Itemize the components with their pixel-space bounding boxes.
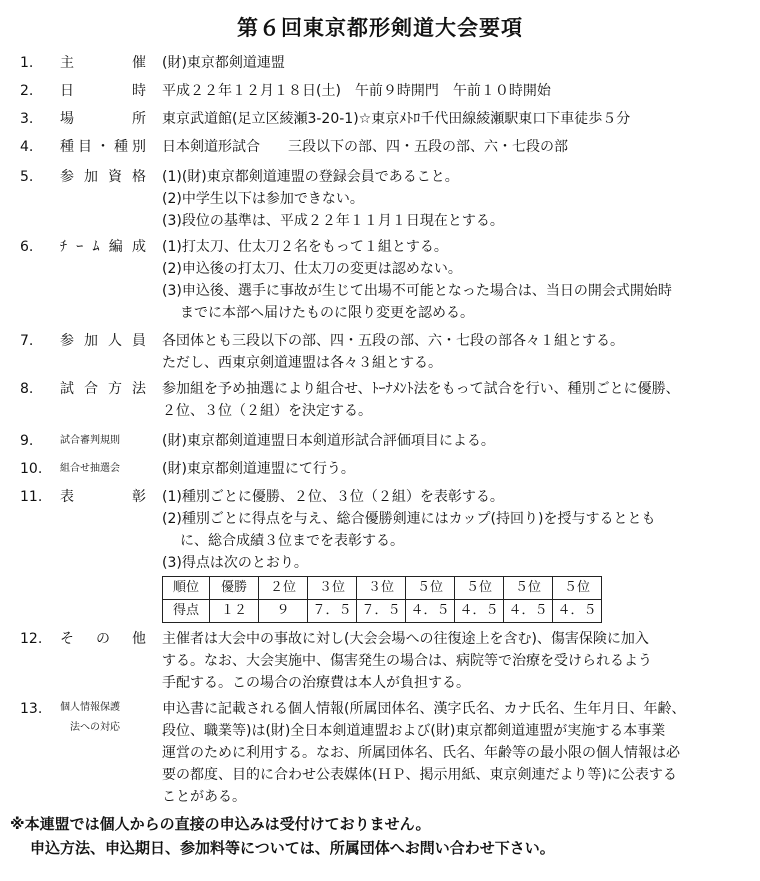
section-label: 種目・種別 xyxy=(60,139,146,155)
section-label: 試合方法 xyxy=(60,381,146,397)
section-number: 11. xyxy=(20,489,43,505)
section-label-line: 個人情報保護 xyxy=(60,702,120,713)
table-cell: ９ xyxy=(259,600,308,623)
section-label xyxy=(60,698,146,738)
section-text: (3)申込後、選手に事故が生じて出場不可能となった場合は、当日の開会式開始時 xyxy=(162,283,672,299)
footer-line: 申込方法、申込期日、参加料等については、所属団体へお問い合わせ下さい。 xyxy=(30,839,555,857)
table-cell: ５位 xyxy=(553,577,602,600)
section-text: ことがある。 xyxy=(162,789,246,805)
section-text: (1)(財)東京都剣道連盟の登録会員であること。 xyxy=(162,169,459,185)
table-cell: ３位 xyxy=(308,577,357,600)
section-label: 参加人員 xyxy=(60,333,146,349)
footer-notice xyxy=(10,812,750,860)
section-label: そ の 他 xyxy=(60,631,146,647)
section-text: 参加組を予め抽選により組合せ、ﾄｰﾅﾒﾝﾄ法をもって試合を行い、種別ごとに優勝、 xyxy=(162,381,680,397)
section-text: 日本剣道形試合 三段以下の部、四・五段の部、六・七段の部 xyxy=(162,139,568,155)
table-cell: ７．５ xyxy=(357,600,406,623)
table-cell: 優勝 xyxy=(210,577,259,600)
table-header: 順位 xyxy=(163,577,210,600)
section-label-line: 法への対応 xyxy=(70,722,120,733)
section-number: 9. xyxy=(20,433,34,449)
section-text: (2)申込後の打太刀、仕太刀の変更は認めない。 xyxy=(162,261,462,277)
section-number: 3. xyxy=(20,111,34,127)
section-text: ２位、３位（２組）を決定する。 xyxy=(162,403,372,419)
section-number: 4. xyxy=(20,139,34,155)
section-number: 8. xyxy=(20,381,34,397)
section-number: 13. xyxy=(20,701,43,717)
section-text: 要の都度、目的に合わせ公表媒体(ＨＰ、掲示用紙、東京剣連だより等)に公表する xyxy=(162,767,677,783)
section-text: 段位、職業等)は(財)全日本剣道連盟および(財)東京都剣道連盟が実施する本事業 xyxy=(162,723,666,739)
section-label: 参加資格 xyxy=(60,169,146,185)
section-number: 7. xyxy=(20,333,34,349)
table-row xyxy=(163,600,602,623)
section-label: 日 時 xyxy=(60,83,146,99)
section-text: (財)東京都剣道連盟日本剣道形試合評価項目による。 xyxy=(162,433,495,449)
section-label: ﾁｰﾑ編成 xyxy=(60,239,146,255)
table-cell: ３位 xyxy=(357,577,406,600)
section-label: 試合審判規則 xyxy=(60,435,120,446)
table-cell: ５位 xyxy=(406,577,455,600)
section-text: (3)得点は次のとおり。 xyxy=(162,555,308,571)
table-cell: ２位 xyxy=(259,577,308,600)
section-text: (3)段位の基準は、平成２２年１１月１日現在とする。 xyxy=(162,213,504,229)
table-cell: ４．５ xyxy=(553,600,602,623)
section-text: ただし、西東京剣道連盟は各々３組とする。 xyxy=(162,355,442,371)
section-text: (1)打太刀、仕太刀２名をもって１組とする。 xyxy=(162,239,448,255)
score-table xyxy=(162,576,602,623)
section-text: 東京武道館(足立区綾瀬3-20-1)☆東京ﾒﾄﾛ千代田線綾瀬駅東口下車徒歩５分 xyxy=(162,111,631,127)
footer-line: ※本連盟では個人からの直接の申込みは受付けておりません。 xyxy=(10,815,431,833)
section-number: 10. xyxy=(20,461,43,477)
table-cell: ４．５ xyxy=(455,600,504,623)
section-text: (2)中学生以下は参加できない。 xyxy=(162,191,364,207)
table-cell: ４．５ xyxy=(406,600,455,623)
table-row xyxy=(163,577,602,600)
section-text: (2)種別ごとに得点を与え、総合優勝剣連にはカップ(持回り)を授与するととも xyxy=(162,511,656,527)
section-text: 申込書に記載される個人情報(所属団体名、漢字氏名、カナ氏名、生年月日、年齢、 xyxy=(162,701,686,717)
table-cell: ７．５ xyxy=(308,600,357,623)
section-number: 6. xyxy=(20,239,34,255)
section-text: 主催者は大会中の事故に対し(大会会場への往復途上を含む)、傷害保険に加入 xyxy=(162,631,649,647)
table-cell: ４．５ xyxy=(504,600,553,623)
section-label: 組合せ抽選会 xyxy=(60,463,120,474)
table-cell: １２ xyxy=(210,600,259,623)
document-title: 第６回東京都形剣道大会要項 xyxy=(237,16,523,40)
section-number: 1. xyxy=(20,55,34,71)
section-text: までに本部へ届けたものに限り変更を認める。 xyxy=(180,305,474,321)
table-cell: ５位 xyxy=(504,577,553,600)
section-label: 場 所 xyxy=(60,111,146,127)
section-text: する。なお、大会実施中、傷害発生の場合は、病院等で治療を受けられるよう xyxy=(162,653,652,669)
section-label: 主 催 xyxy=(60,55,146,71)
section-number: 5. xyxy=(20,169,34,185)
section-text: 各団体とも三段以下の部、四・五段の部、六・七段の部各々１組とする。 xyxy=(162,333,624,349)
section-number: 2. xyxy=(20,83,34,99)
section-text: 運営のために利用する。なお、所属団体名、氏名、年齢等の最小限の個人情報は必 xyxy=(162,745,680,761)
section-text: 平成２２年１２月１８日(土) 午前９時開門 午前１０時開始 xyxy=(162,83,551,99)
section-text: (財)東京都剣道連盟にて行う。 xyxy=(162,461,355,477)
section-number: 12. xyxy=(20,631,43,647)
section-text: (財)東京都剣道連盟 xyxy=(162,55,285,71)
table-header: 得点 xyxy=(163,600,210,623)
section-text: (1)種別ごとに優勝、２位、３位（２組）を表彰する。 xyxy=(162,489,504,505)
section-text: に、総合成績３位までを表彰する。 xyxy=(180,533,404,549)
table-cell: ５位 xyxy=(455,577,504,600)
section-text: 手配する。この場合の治療費は本人が負担する。 xyxy=(162,675,470,691)
section-label: 表 彰 xyxy=(60,489,146,505)
